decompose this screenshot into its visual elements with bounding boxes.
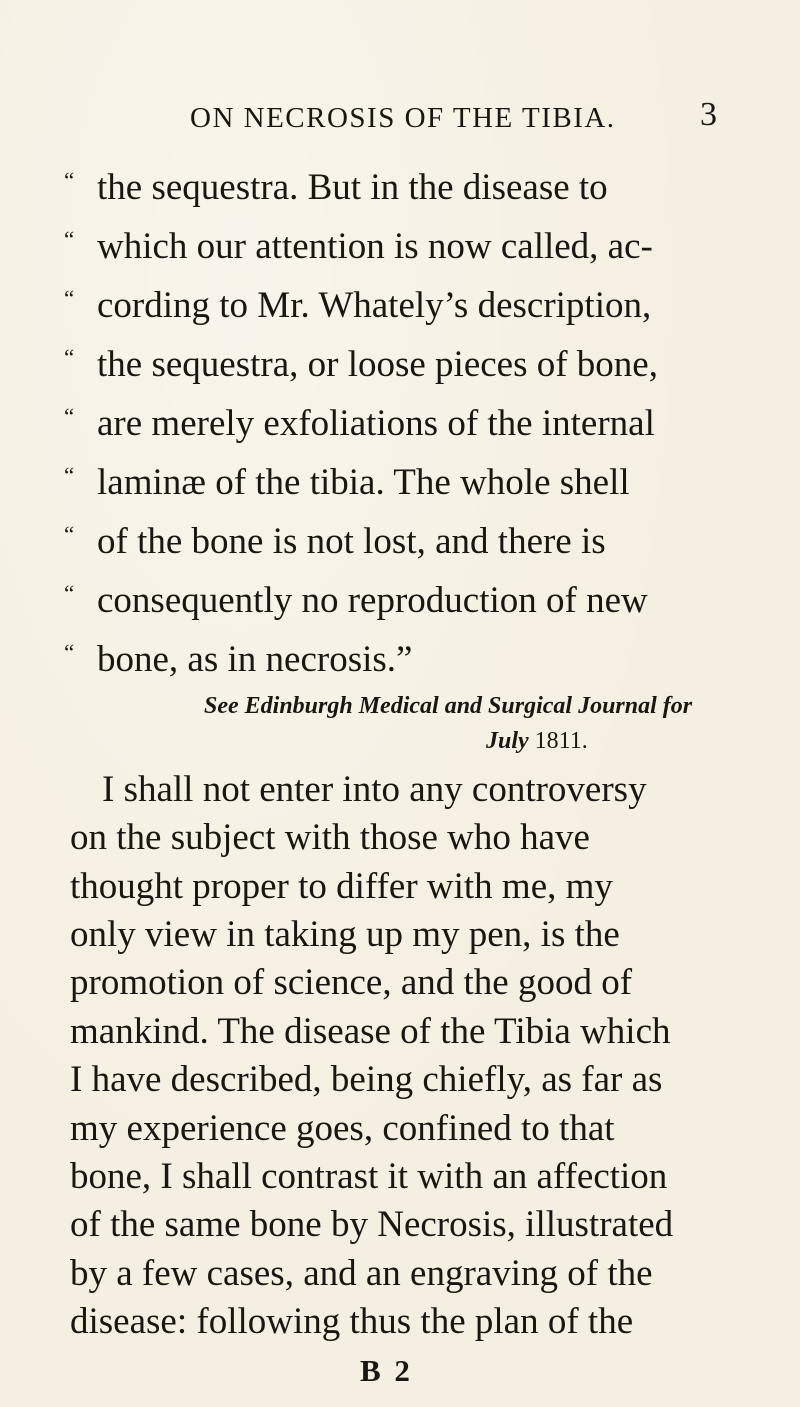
paragraph-line-text: disease: following thus the plan of the — [70, 1301, 634, 1342]
paragraph-line-text: my experience goes, confined to that — [70, 1108, 615, 1149]
citation-line: See Edinburgh Medical and Surgical Journal for — [204, 693, 693, 719]
citation-year: 1811. — [534, 728, 588, 754]
running-head: ON NECROSIS OF THE TIBIA. — [190, 102, 616, 134]
paragraph-line-text: on the subject with those who have — [70, 817, 590, 858]
quote-line-text: are merely exfoliations of the internal — [97, 403, 655, 444]
citation-month: July — [486, 728, 529, 754]
citation-date — [486, 728, 588, 755]
paragraph-line-text: I have described, being chiefly, as far as — [70, 1059, 663, 1100]
paragraph-line-text: only view in taking up my pen, is the — [70, 914, 620, 955]
paragraph-line-text: thought proper to differ with me, my — [70, 866, 613, 907]
quote-line-text: laminæ of the tibia. The whole shell — [97, 462, 630, 503]
paragraph-line-text: I shall not enter into any controversy — [102, 769, 647, 810]
page-number: 3 — [700, 96, 717, 133]
quote-mark: “ — [64, 463, 75, 488]
quote-line-text: cording to Mr. Whately’s description, — [97, 285, 652, 326]
paragraph-line-text: promotion of science, and the good of — [70, 962, 633, 1003]
quote-mark: “ — [64, 286, 75, 311]
paragraph-line-text: by a few cases, and an engraving of the — [70, 1253, 653, 1294]
quote-line-text: of the bone is not lost, and there is — [97, 521, 606, 562]
quote-line-text: which our attention is now called, ac- — [97, 226, 653, 267]
quote-line-text: consequently no reproduction of new — [97, 580, 648, 621]
quote-mark: “ — [64, 404, 75, 429]
quote-line-text: bone, as in necrosis.” — [97, 639, 413, 680]
quote-mark: “ — [64, 640, 75, 665]
paragraph-line-text: of the same bone by Necrosis, illustrated — [70, 1204, 674, 1245]
quote-line-text: the sequestra. But in the disease to — [97, 167, 608, 208]
quote-line-text: the sequestra, or loose pieces of bone, — [97, 344, 658, 385]
quote-mark: “ — [64, 345, 75, 370]
quote-mark: “ — [64, 522, 75, 547]
paragraph-line-text: mankind. The disease of the Tibia which — [70, 1011, 671, 1052]
paragraph-line-text: bone, I shall contrast it with an affection — [70, 1156, 668, 1197]
quote-mark: “ — [64, 581, 75, 606]
quote-mark: “ — [64, 168, 75, 193]
printer-signature: B 2 — [360, 1353, 413, 1388]
quote-mark: “ — [64, 227, 75, 252]
